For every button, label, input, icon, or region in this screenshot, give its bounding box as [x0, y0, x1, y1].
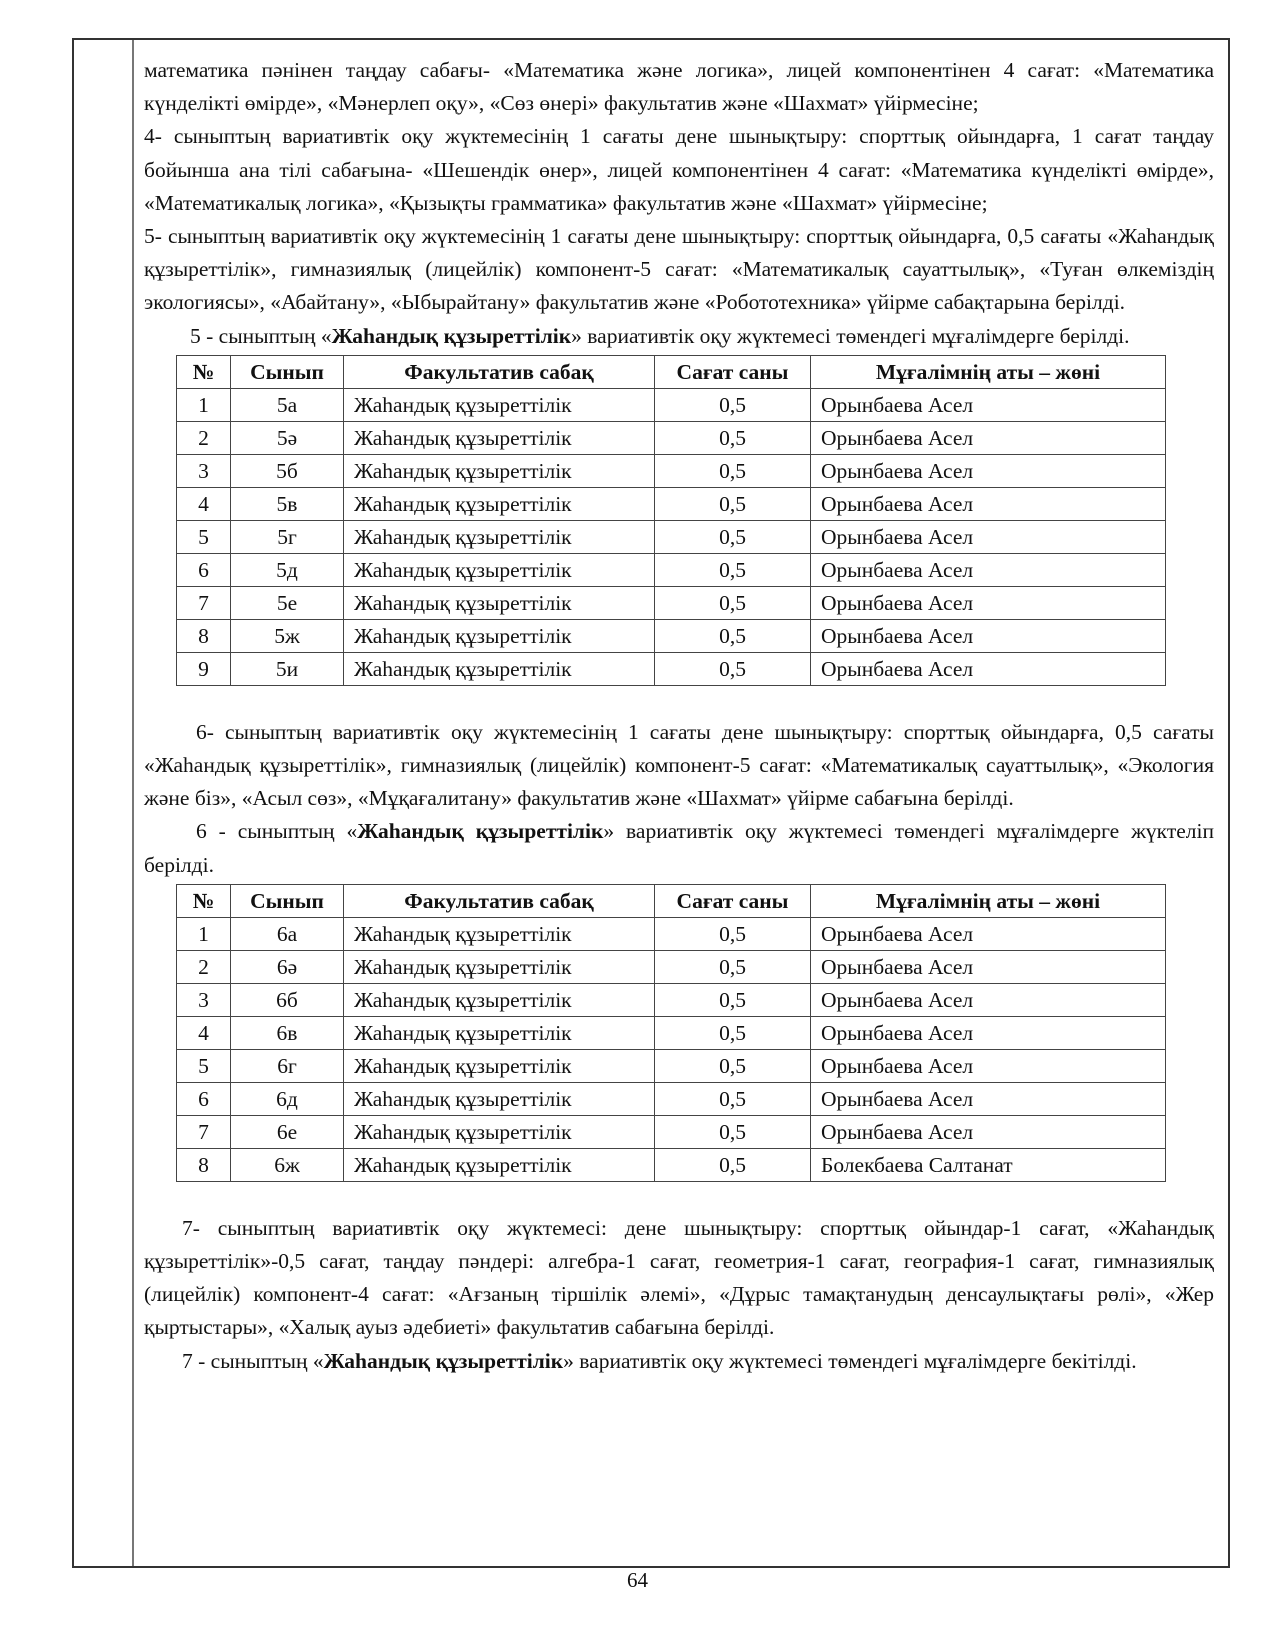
table-row [177, 619, 1166, 652]
cell-hours: 0,5 [655, 487, 811, 520]
cell-hours: 0,5 [655, 1115, 811, 1148]
cell-subject: Жаһандық құзыреттілік [344, 1049, 655, 1082]
cell-no: 3 [177, 983, 231, 1016]
cell-hours: 0,5 [655, 1082, 811, 1115]
paragraph-math-electives: математика пәнінен таңдау сабағы- «Математика және логика», лицей компонентінен 4 сағат: «Математика күнделікті өмірде», «Мәнерлеп оқу», «Сөз өнері» факультатив және «Шахмат» үйірмесіне; [144, 58, 1214, 116]
cell-subject: Жаһандық құзыреттілік [344, 586, 655, 619]
cell-no: 6 [177, 1082, 231, 1115]
cell-class: 5б [231, 454, 344, 487]
header-subject: Факультатив сабақ [344, 884, 655, 917]
cell-teacher: Орынбаева Асел [811, 619, 1166, 652]
cell-hours: 0,5 [655, 1049, 811, 1082]
cell-class: 5д [231, 553, 344, 586]
table-row [177, 553, 1166, 586]
header-class: Сынып [231, 884, 344, 917]
cell-class: 5г [231, 520, 344, 553]
header-teacher: Мұғалімнің аты – жөні [811, 355, 1166, 388]
header-hours: Сағат саны [655, 355, 811, 388]
cell-hours: 0,5 [655, 950, 811, 983]
table-header-row [177, 355, 1166, 388]
cell-no: 4 [177, 487, 231, 520]
cell-teacher: Орынбаева Асел [811, 950, 1166, 983]
table-row [177, 1082, 1166, 1115]
cell-subject: Жаһандық құзыреттілік [344, 1148, 655, 1181]
cell-subject: Жаһандық құзыреттілік [344, 487, 655, 520]
header-class: Сынып [231, 355, 344, 388]
paragraph-grade7: 7- сыныптың вариативтік оқу жүктемесі: дене шынықтыру: спорттық ойындар-1 сағат, «Жаһандық құзыреттілік»-0,5 сағат, таңдау пәндері: алгебра-1 сағат, геометрия-1 сағат, география-1 сағат, гимназиялық (лицейлік) компонент-4 сағат: «Ағзаның тіршілік әлемі», «Дұрыс тамақтанудың денсаулықтағы рөлі», «Жер қыртыстары», «Халық ауыз әдебиеті» факультатив сабағына берілді. [144, 1215, 1214, 1340]
table-row [177, 586, 1166, 619]
cell-class: 6ж [231, 1148, 344, 1181]
cell-no: 2 [177, 950, 231, 983]
cell-hours: 0,5 [655, 619, 811, 652]
cell-no: 7 [177, 586, 231, 619]
cell-class: 5и [231, 652, 344, 685]
table-row [177, 1115, 1166, 1148]
cell-subject: Жаһандық құзыреттілік [344, 917, 655, 950]
cell-class: 6ә [231, 950, 344, 983]
cell-teacher: Орынбаева Асел [811, 421, 1166, 454]
cell-teacher: Орынбаева Асел [811, 487, 1166, 520]
grade5-table [176, 355, 1166, 686]
cell-hours: 0,5 [655, 917, 811, 950]
document-body [144, 54, 1214, 1378]
header-subject: Факультатив сабақ [344, 355, 655, 388]
cell-class: 6е [231, 1115, 344, 1148]
cell-teacher: Орынбаева Асел [811, 1082, 1166, 1115]
cell-no: 4 [177, 1016, 231, 1049]
cell-hours: 0,5 [655, 652, 811, 685]
table-row [177, 520, 1166, 553]
bold-subject: Жаһандық құзыреттілік [331, 323, 572, 348]
table-row [177, 1148, 1166, 1181]
cell-class: 6б [231, 983, 344, 1016]
cell-class: 5е [231, 586, 344, 619]
cell-no: 3 [177, 454, 231, 487]
grade7-intro: 7 - сыныптың «Жаһандық құзыреттілік» вариативтік оқу жүктемесі төмендегі мұғалімдерге бекітілді. [182, 1348, 1137, 1373]
cell-no: 6 [177, 553, 231, 586]
cell-subject: Жаһандық құзыреттілік [344, 950, 655, 983]
cell-class: 6в [231, 1016, 344, 1049]
page-number: 64 [627, 1568, 648, 1592]
cell-subject: Жаһандық құзыреттілік [344, 421, 655, 454]
cell-subject: Жаһандық құзыреттілік [344, 1016, 655, 1049]
paragraph-grade6: 6- сыныптың вариативтік оқу жүктемесінің 1 сағаты дене шынықтыру: спорттық ойындарға, 0,5 сағаты «Жаһандық құзыреттілік», гимназиялық (лицейлік) компонент-5 сағат: «Математикалық сауаттылық», «Экология және біз», «Асыл сөз», «Мұқағалитану» факультатив және «Шахмат» үйірме сабағына берілді. [144, 719, 1214, 811]
cell-subject: Жаһандық құзыреттілік [344, 983, 655, 1016]
table-row [177, 950, 1166, 983]
cell-class: 6а [231, 917, 344, 950]
cell-hours: 0,5 [655, 421, 811, 454]
paragraph-grade4: 4- сыныптың вариативтік оқу жүктемесінің 1 сағаты дене шынықтыру: спорттық ойындарға, 1 сағат таңдау бойынша ана тілі сабағына- «Шешендік өнер», лицей компонентінен 4 сағат: «Математика күнделікті өмірде», «Математикалық логика», «Қызықты грамматика» факультатив және «Шахмат» үйірмесіне; [144, 124, 1214, 215]
cell-subject: Жаһандық құзыреттілік [344, 553, 655, 586]
cell-hours: 0,5 [655, 553, 811, 586]
cell-subject: Жаһандық құзыреттілік [344, 652, 655, 685]
table-row [177, 652, 1166, 685]
cell-hours: 0,5 [655, 586, 811, 619]
cell-teacher: Орынбаева Асел [811, 983, 1166, 1016]
cell-hours: 0,5 [655, 454, 811, 487]
table-row [177, 487, 1166, 520]
cell-teacher: Орынбаева Асел [811, 1049, 1166, 1082]
cell-subject: Жаһандық құзыреттілік [344, 1115, 655, 1148]
cell-subject: Жаһандық құзыреттілік [344, 520, 655, 553]
cell-subject: Жаһандық құзыреттілік [344, 454, 655, 487]
cell-no: 9 [177, 652, 231, 685]
header-no: № [177, 355, 231, 388]
cell-teacher: Орынбаева Асел [811, 520, 1166, 553]
table-header-row [177, 884, 1166, 917]
cell-teacher: Орынбаева Асел [811, 586, 1166, 619]
cell-no: 1 [177, 388, 231, 421]
cell-class: 6д [231, 1082, 344, 1115]
cell-class: 5ж [231, 619, 344, 652]
cell-class: 5а [231, 388, 344, 421]
cell-hours: 0,5 [655, 388, 811, 421]
cell-hours: 0,5 [655, 1148, 811, 1181]
table-row [177, 454, 1166, 487]
cell-teacher: Орынбаева Асел [811, 553, 1166, 586]
page-frame [72, 38, 1230, 1568]
cell-subject: Жаһандық құзыреттілік [344, 1082, 655, 1115]
table-row [177, 917, 1166, 950]
bold-subject: Жаһандық құзыреттілік [323, 1348, 564, 1373]
cell-teacher: Орынбаева Асел [811, 652, 1166, 685]
grade6-intro: 6 - сыныптың «Жаһандық құзыреттілік» вариативтік оқу жүктемесі төмендегі мұғалімдерге жүктеліп берілді. [144, 819, 1214, 877]
table-row [177, 1049, 1166, 1082]
header-hours: Сағат саны [655, 884, 811, 917]
cell-no: 5 [177, 1049, 231, 1082]
cell-no: 2 [177, 421, 231, 454]
cell-subject: Жаһандық құзыреттілік [344, 388, 655, 421]
cell-hours: 0,5 [655, 1016, 811, 1049]
cell-hours: 0,5 [655, 520, 811, 553]
cell-hours: 0,5 [655, 983, 811, 1016]
grade5-intro: 5 - сыныптың «Жаһандық құзыреттілік» вариативтік оқу жүктемесі төмендегі мұғалімдерге берілді. [190, 323, 1130, 348]
table-row [177, 388, 1166, 421]
table-row [177, 1016, 1166, 1049]
cell-teacher: Орынбаева Асел [811, 1016, 1166, 1049]
cell-no: 1 [177, 917, 231, 950]
table-row [177, 421, 1166, 454]
cell-teacher: Болекбаева Салтанат [811, 1148, 1166, 1181]
table-row [177, 983, 1166, 1016]
header-teacher: Мұғалімнің аты – жөні [811, 884, 1166, 917]
cell-teacher: Орынбаева Асел [811, 1115, 1166, 1148]
header-no: № [177, 884, 231, 917]
cell-no: 8 [177, 1148, 231, 1181]
cell-teacher: Орынбаева Асел [811, 388, 1166, 421]
cell-no: 8 [177, 619, 231, 652]
cell-no: 7 [177, 1115, 231, 1148]
cell-subject: Жаһандық құзыреттілік [344, 619, 655, 652]
cell-teacher: Орынбаева Асел [811, 917, 1166, 950]
cell-teacher: Орынбаева Асел [811, 454, 1166, 487]
paragraph-grade5: 5- сыныптың вариативтік оқу жүктемесінің 1 сағаты дене шынықтыру: спорттық ойындарға, 0,5 сағаты «Жаһандық құзыреттілік», гимназиялық (лицейлік) компонент-5 сағат: «Математикалық сауаттылық», «Туған өлкеміздің экологиясы», «Абайтану», «Ыбырайтану» факультатив және «Робототехника» үйірме сабақтарына берілді. [144, 224, 1214, 315]
grade6-table [176, 884, 1166, 1182]
cell-class: 6г [231, 1049, 344, 1082]
cell-class: 5ә [231, 421, 344, 454]
bold-subject: Жаһандық құзыреттілік [357, 819, 604, 844]
cell-no: 5 [177, 520, 231, 553]
left-column [74, 40, 134, 1566]
cell-class: 5в [231, 487, 344, 520]
